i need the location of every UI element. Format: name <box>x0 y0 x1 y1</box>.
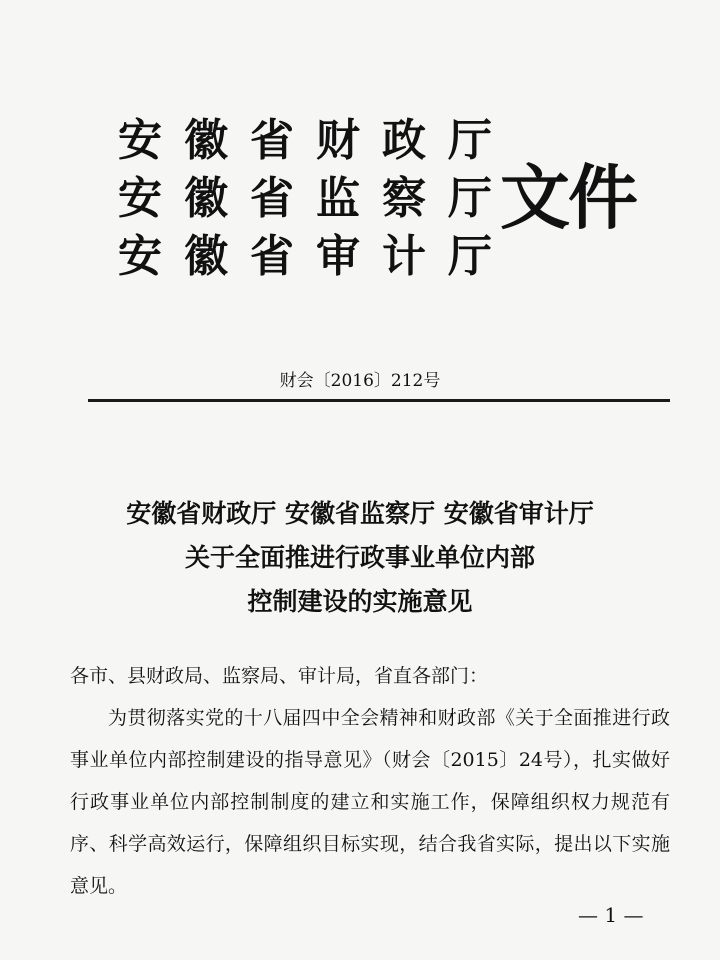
title-line-subject: 关于全面推进行政事业单位内部 <box>184 543 535 572</box>
body-paragraph: 为贯彻落实党的十八届四中全会精神和财政部《关于全面推进行政事业单位内部控制建设的指导意见》（财会〔2015〕24号），扎实做好行政事业单位内部控制制度的建立和实施工作，保障组织权力规范有序、科学高效运行，保障组织目标实现，结合我省实际，提出以下实施意见。 <box>70 707 670 897</box>
document-body <box>70 655 670 907</box>
issuer-block <box>118 112 514 286</box>
salutation: 各市、县财政局、监察局、审计局，省直各部门： <box>70 665 489 687</box>
document-title <box>40 492 680 624</box>
issuer-finance-department: 安徽省财政厅 <box>118 115 514 166</box>
issuer-supervision-department: 安徽省监察厅 <box>118 173 514 224</box>
title-line-issuers: 安徽省财政厅 安徽省监察厅 安徽省审计厅 <box>126 499 594 528</box>
issuer-audit-department: 安徽省审计厅 <box>118 231 514 282</box>
page-number: — 1 — <box>578 903 644 927</box>
header-divider <box>88 399 670 402</box>
document-number: 财会〔2016〕212号 <box>279 371 441 391</box>
document-label: 文件 <box>500 156 636 239</box>
title-line-subject-end: 控制建设的实施意见 <box>247 587 473 616</box>
